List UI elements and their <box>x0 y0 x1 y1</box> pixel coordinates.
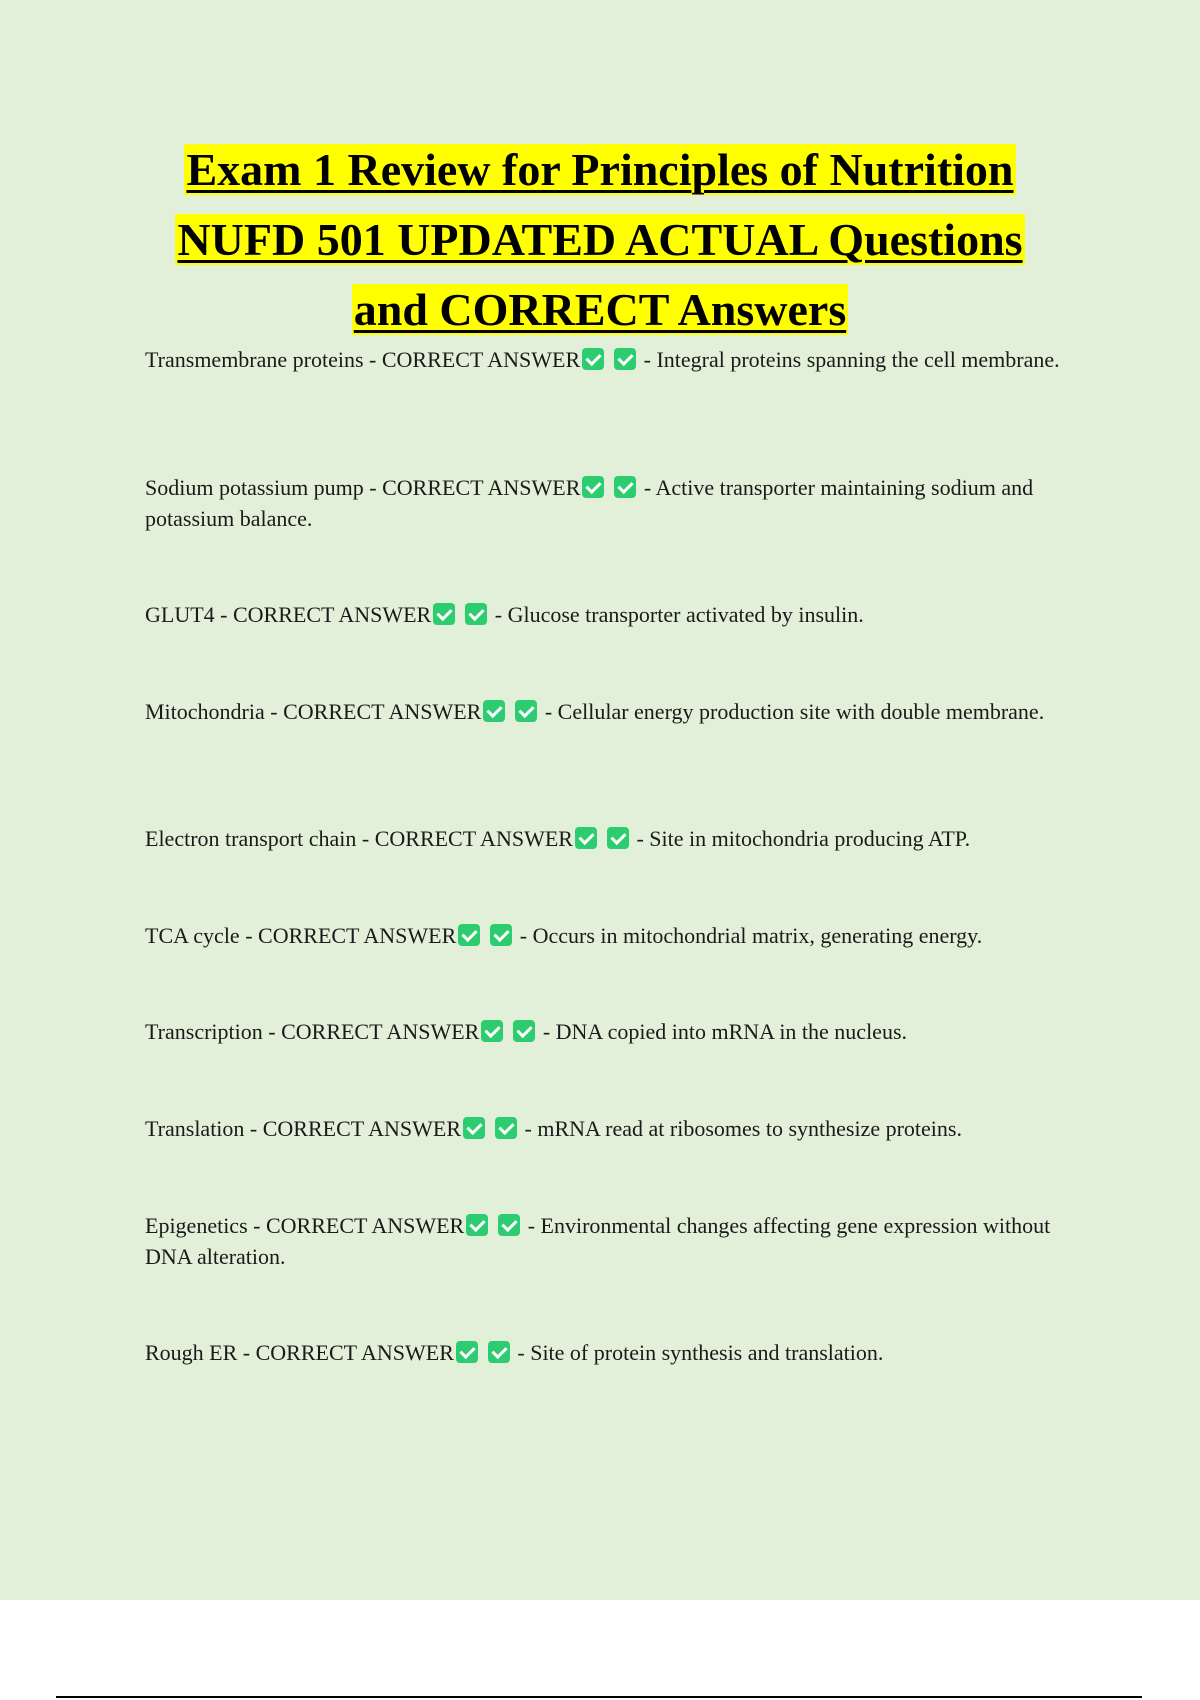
qa-marker: CORRECT ANSWER <box>381 347 581 372</box>
qa-separator: - <box>242 1340 251 1365</box>
title-line-2: NUFD 501 UPDATED ACTUAL Questions <box>177 214 1023 265</box>
qa-separator: - <box>369 475 377 500</box>
qa-item <box>145 1210 1085 1272</box>
qa-marker: CORRECT ANSWER <box>283 699 482 724</box>
qa-term: Epigenetics <box>145 1213 248 1238</box>
check-box-icon <box>513 1020 535 1042</box>
qa-term: GLUT4 <box>145 602 215 627</box>
qa-item <box>145 344 1085 375</box>
qa-term: TCA cycle <box>145 923 240 948</box>
qa-item <box>145 920 1085 951</box>
check-box-icon <box>498 1214 520 1236</box>
qa-separator: - <box>519 923 528 948</box>
qa-separator: - <box>542 1019 551 1044</box>
qa-marker: CORRECT ANSWER <box>262 1116 461 1141</box>
document-title <box>0 140 1200 350</box>
check-box-icon <box>466 1214 488 1236</box>
qa-answer: Integral proteins spanning the cell membrane. <box>656 347 1060 372</box>
check-box-icon <box>582 476 604 498</box>
qa-separator: - <box>220 602 228 627</box>
qa-item <box>145 599 1085 630</box>
qa-term: Electron transport chain <box>145 826 357 851</box>
qa-separator: - <box>527 1213 536 1238</box>
check-box-icon <box>614 348 636 370</box>
qa-separator: - <box>524 1116 532 1141</box>
qa-separator: - <box>253 1213 261 1238</box>
qa-marker: CORRECT ANSWER <box>232 602 432 627</box>
qa-marker: CORRECT ANSWER <box>265 1213 465 1238</box>
qa-answer: Site in mitochondria producing ATP. <box>649 826 971 851</box>
check-box-icon <box>465 603 487 625</box>
check-box-icon <box>575 827 597 849</box>
qa-separator: - <box>636 826 644 851</box>
qa-item <box>145 1016 1085 1047</box>
qa-answer: mRNA read at ribosomes to synthesize proteins. <box>537 1116 962 1141</box>
qa-separator: - <box>268 1019 276 1044</box>
qa-separator: - <box>369 347 377 372</box>
qa-term: Rough ER <box>145 1340 238 1365</box>
check-box-icon <box>582 348 604 370</box>
qa-separator: - <box>270 699 278 724</box>
qa-item <box>145 823 1085 854</box>
check-box-icon <box>495 1117 517 1139</box>
qa-term: Transcription <box>145 1019 263 1044</box>
check-box-icon <box>481 1020 503 1042</box>
qa-answer: Glucose transporter activated by insulin. <box>507 602 864 627</box>
check-box-icon <box>488 1341 510 1363</box>
qa-marker: CORRECT ANSWER <box>374 826 573 851</box>
qa-separator: - <box>361 826 370 851</box>
check-box-icon <box>433 603 455 625</box>
qa-item <box>145 696 1085 727</box>
qa-term: Translation <box>145 1116 245 1141</box>
qa-item <box>145 1337 1085 1368</box>
check-box-icon <box>456 1341 478 1363</box>
qa-separator: - <box>245 923 253 948</box>
qa-answer: Cellular energy production site with double membrane. <box>557 699 1045 724</box>
qa-item <box>145 1113 1085 1144</box>
check-box-icon <box>458 924 480 946</box>
check-box-icon <box>614 476 636 498</box>
check-box-icon <box>463 1117 485 1139</box>
qa-separator: - <box>643 475 652 500</box>
qa-marker: CORRECT ANSWER <box>255 1340 454 1365</box>
qa-marker: CORRECT ANSWER <box>281 1019 480 1044</box>
qa-item <box>145 472 1085 534</box>
title-line-1: Exam 1 Review for Principles of Nutrition <box>186 144 1014 195</box>
qa-marker: CORRECT ANSWER <box>258 923 457 948</box>
qa-separator: - <box>249 1116 258 1141</box>
qa-term: Sodium potassium pump <box>145 475 364 500</box>
qa-answer: Active transporter maintaining sodium and potassium balance. <box>145 475 1034 531</box>
qa-term: Transmembrane proteins <box>145 347 364 372</box>
check-box-icon <box>483 700 505 722</box>
qa-separator: - <box>643 347 651 372</box>
qa-separator: - <box>517 1340 525 1365</box>
check-box-icon <box>607 827 629 849</box>
qa-answer: Environmental changes affecting gene expression without DNA alteration. <box>145 1213 1051 1269</box>
qa-answer: DNA copied into mRNA in the nucleus. <box>555 1019 908 1044</box>
qa-answer: Occurs in mitochondrial matrix, generating energy. <box>532 923 983 948</box>
qa-separator: - <box>494 602 503 627</box>
check-box-icon <box>490 924 512 946</box>
footer-divider <box>56 1696 1142 1698</box>
qa-separator: - <box>544 699 553 724</box>
qa-marker: CORRECT ANSWER <box>382 475 581 500</box>
qa-answer: Site of protein synthesis and translation. <box>530 1340 884 1365</box>
title-line-3: and CORRECT Answers <box>353 284 847 335</box>
qa-term: Mitochondria <box>145 699 265 724</box>
check-box-icon <box>515 700 537 722</box>
